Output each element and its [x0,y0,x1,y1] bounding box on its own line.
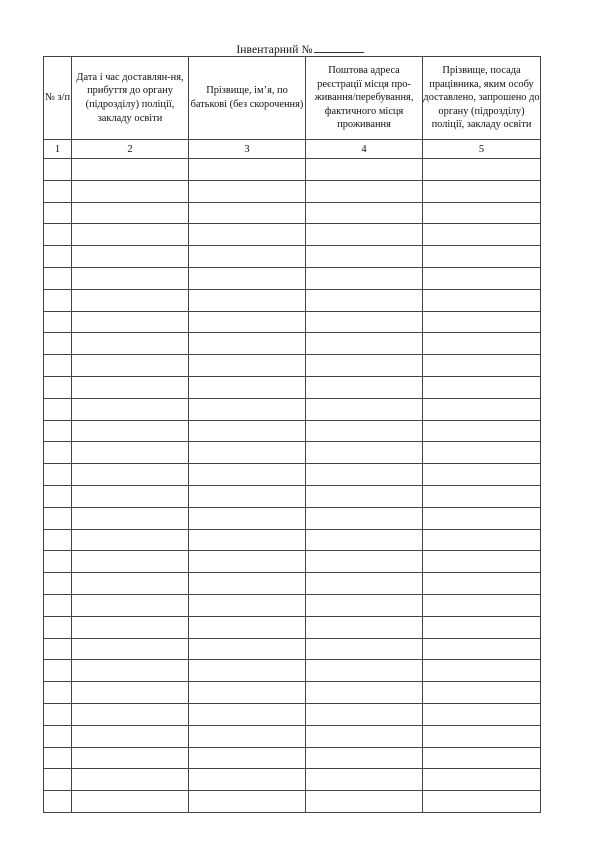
table-cell[interactable] [189,485,306,507]
table-cell[interactable] [306,682,423,704]
table-cell[interactable] [306,725,423,747]
table-cell[interactable] [72,159,189,181]
table-cell[interactable] [306,267,423,289]
table-cell[interactable] [189,638,306,660]
table-cell[interactable] [72,747,189,769]
table-cell[interactable] [306,311,423,333]
table-cell[interactable] [72,594,189,616]
table-row [44,420,541,442]
table-cell[interactable] [306,747,423,769]
table-cell[interactable] [72,660,189,682]
table-cell[interactable] [44,267,72,289]
table-cell[interactable] [72,180,189,202]
table-row [44,507,541,529]
table-cell[interactable] [44,180,72,202]
table-row [44,333,541,355]
table-row [44,311,541,333]
table-cell[interactable] [306,616,423,638]
table-row [44,355,541,377]
table-cell[interactable] [423,638,541,660]
table-cell[interactable] [72,529,189,551]
table-cell[interactable] [72,202,189,224]
table-cell[interactable] [189,747,306,769]
column-number: 3 [189,140,306,159]
table-cell[interactable] [72,311,189,333]
table-cell[interactable] [72,725,189,747]
table-row [44,159,541,181]
table-cell[interactable] [72,289,189,311]
table-cell[interactable] [423,529,541,551]
table-cell[interactable] [189,703,306,725]
table-cell[interactable] [189,769,306,791]
table-cell[interactable] [189,682,306,704]
table-cell[interactable] [189,267,306,289]
table-cell[interactable] [306,594,423,616]
table-cell[interactable] [72,420,189,442]
table-cell[interactable] [189,573,306,595]
table-cell[interactable] [189,159,306,181]
table-cell[interactable] [306,551,423,573]
table-row [44,267,541,289]
table-row [44,660,541,682]
table-cell[interactable] [306,202,423,224]
column-number: 4 [306,140,423,159]
table-cell[interactable] [306,485,423,507]
table-cell[interactable] [189,442,306,464]
inventory-number-blank[interactable] [314,41,364,53]
table-cell[interactable] [72,616,189,638]
table-cell[interactable] [72,703,189,725]
table-cell[interactable] [72,355,189,377]
table-cell[interactable] [306,376,423,398]
table-cell[interactable] [72,769,189,791]
column-number-row [44,140,541,159]
table-cell[interactable] [423,660,541,682]
table-cell[interactable] [72,573,189,595]
table-cell[interactable] [44,703,72,725]
table-cell[interactable] [306,420,423,442]
table-cell[interactable] [44,791,72,813]
table-cell[interactable] [189,246,306,268]
table-cell[interactable] [189,376,306,398]
table-cell[interactable] [423,442,541,464]
table-row [44,442,541,464]
table-cell[interactable] [189,529,306,551]
header-number: № з/п [44,57,72,140]
table-cell[interactable] [72,246,189,268]
table-cell[interactable] [72,333,189,355]
header-officer: Прізвище, посада працівника, яким особу доставлено, запрошено до органу (підрозділу) поліції, закладу освіти [423,57,541,140]
table-row [44,485,541,507]
table-cell[interactable] [189,202,306,224]
table-cell[interactable] [44,616,72,638]
table-cell[interactable] [44,246,72,268]
table-cell[interactable] [423,747,541,769]
table-cell[interactable] [44,289,72,311]
table-cell[interactable] [306,464,423,486]
table-cell[interactable] [44,485,72,507]
table-cell[interactable] [44,202,72,224]
table-cell[interactable] [306,442,423,464]
table-cell[interactable] [72,638,189,660]
table-cell[interactable] [306,159,423,181]
table-cell[interactable] [72,376,189,398]
table-cell[interactable] [189,355,306,377]
table-cell[interactable] [423,246,541,268]
table-cell[interactable] [423,202,541,224]
table-cell[interactable] [44,747,72,769]
table-cell[interactable] [423,485,541,507]
table-row [44,682,541,704]
table-cell[interactable] [306,507,423,529]
table-cell[interactable] [44,159,72,181]
table-cell[interactable] [44,464,72,486]
table-cell[interactable] [189,333,306,355]
table-row [44,529,541,551]
table-cell[interactable] [423,594,541,616]
table-row [44,202,541,224]
table-cell[interactable] [423,616,541,638]
table-cell[interactable] [44,333,72,355]
table-cell[interactable] [44,725,72,747]
table-cell[interactable] [72,507,189,529]
table-cell[interactable] [72,267,189,289]
table-cell[interactable] [306,769,423,791]
table-cell[interactable] [306,289,423,311]
table-cell[interactable] [189,616,306,638]
table-row [44,289,541,311]
inventory-number-label: Інвентарний № [236,44,313,56]
table-cell[interactable] [72,442,189,464]
table-cell[interactable] [189,180,306,202]
table-cell[interactable] [306,529,423,551]
table-row [44,398,541,420]
table-cell[interactable] [423,551,541,573]
table-cell[interactable] [306,224,423,246]
table-cell[interactable] [423,507,541,529]
table-cell[interactable] [423,311,541,333]
table-row [44,725,541,747]
header-row [44,57,541,140]
table-cell[interactable] [306,638,423,660]
table-cell[interactable] [72,682,189,704]
table-cell[interactable] [189,311,306,333]
table-cell[interactable] [423,682,541,704]
table-cell[interactable] [44,551,72,573]
table-row [44,638,541,660]
table-row [44,769,541,791]
table-cell[interactable] [44,376,72,398]
table-cell[interactable] [189,464,306,486]
table-cell[interactable] [306,246,423,268]
table-cell[interactable] [72,551,189,573]
table-cell[interactable] [44,420,72,442]
table-cell[interactable] [306,333,423,355]
table-cell[interactable] [44,660,72,682]
table-cell[interactable] [189,551,306,573]
table-cell[interactable] [423,289,541,311]
table-row [44,246,541,268]
table-cell[interactable] [423,224,541,246]
table-cell[interactable] [423,703,541,725]
header-address: Поштова адреса реєстрації місця про-живання/перебування, фактичного місця проживання [306,57,423,140]
table-row [44,594,541,616]
table-cell[interactable] [423,180,541,202]
table-cell[interactable] [189,791,306,813]
table-cell[interactable] [306,703,423,725]
table-cell[interactable] [189,289,306,311]
register-table [43,56,541,813]
table-row [44,180,541,202]
table-cell[interactable] [44,638,72,660]
table-cell[interactable] [423,333,541,355]
table-cell[interactable] [306,660,423,682]
table-cell[interactable] [44,769,72,791]
table-cell[interactable] [44,682,72,704]
table-cell[interactable] [44,573,72,595]
table-cell[interactable] [44,224,72,246]
header-datetime: Дата і час доставлян-ня, прибуття до органу (підрозділу) поліції, закладу освіти [72,57,189,140]
table-row [44,703,541,725]
table-cell[interactable] [306,398,423,420]
column-number: 2 [72,140,189,159]
table-cell[interactable] [306,180,423,202]
table-cell[interactable] [44,594,72,616]
table-cell[interactable] [306,791,423,813]
table-cell[interactable] [189,725,306,747]
table-row [44,551,541,573]
table-cell[interactable] [423,355,541,377]
table-row [44,573,541,595]
table-cell[interactable] [306,355,423,377]
table-cell[interactable] [189,420,306,442]
table-cell[interactable] [423,573,541,595]
table-cell[interactable] [72,464,189,486]
table-cell[interactable] [44,355,72,377]
table-row [44,376,541,398]
table-cell[interactable] [189,594,306,616]
table-cell[interactable] [44,529,72,551]
table-cell[interactable] [423,769,541,791]
table-cell[interactable] [189,224,306,246]
table-cell[interactable] [423,791,541,813]
table-cell[interactable] [44,507,72,529]
table-cell[interactable] [72,485,189,507]
table-cell[interactable] [423,159,541,181]
table-cell[interactable] [189,507,306,529]
table-cell[interactable] [189,660,306,682]
table-cell[interactable] [423,398,541,420]
table-cell[interactable] [72,791,189,813]
table-cell[interactable] [423,464,541,486]
table-row [44,464,541,486]
table-cell[interactable] [423,420,541,442]
table-cell[interactable] [423,267,541,289]
table-cell[interactable] [423,376,541,398]
table-cell[interactable] [189,398,306,420]
table-cell[interactable] [44,398,72,420]
column-number: 5 [423,140,541,159]
table-cell[interactable] [44,311,72,333]
table-cell[interactable] [72,224,189,246]
inventory-number-line [0,41,600,56]
table-cell[interactable] [306,573,423,595]
table-row [44,791,541,813]
table-row [44,616,541,638]
table-cell[interactable] [44,442,72,464]
column-number: 1 [44,140,72,159]
table-cell[interactable] [423,725,541,747]
table-row [44,224,541,246]
header-full-name: Прізвище, ім’я, по батькові (без скорочення) [189,57,306,140]
table-cell[interactable] [72,398,189,420]
table-row [44,747,541,769]
